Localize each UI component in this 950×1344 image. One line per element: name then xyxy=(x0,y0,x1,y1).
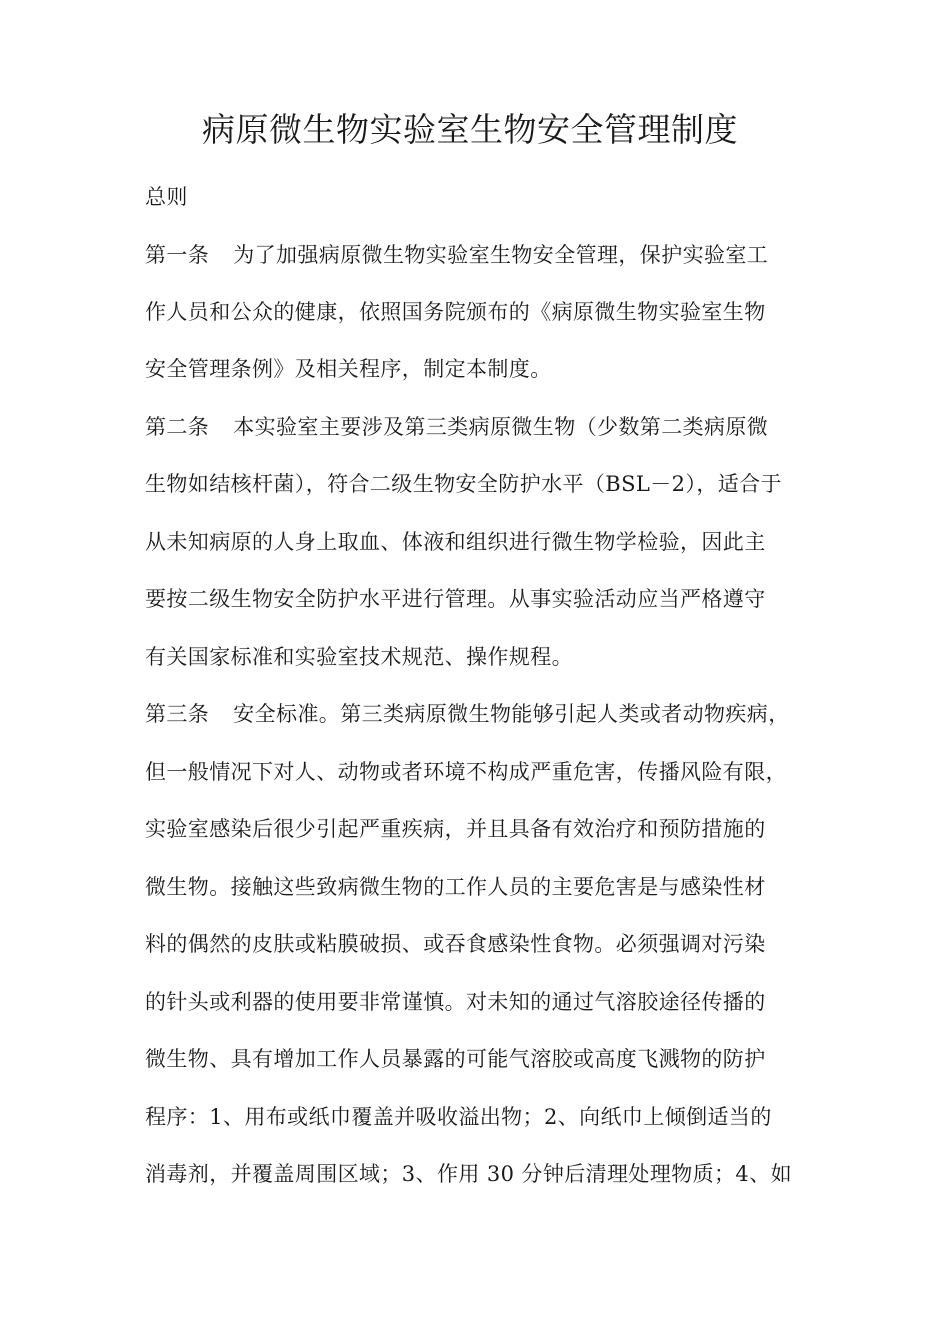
article-1-line-3: 安全管理条例》及相关程序，制定本制度。 xyxy=(145,357,552,381)
article-3-line-8: 程序：1、用布或纸巾覆盖并吸收溢出物；2、向纸巾上倾倒适当的 xyxy=(145,1105,772,1129)
article-3-line-1 xyxy=(145,699,790,729)
article-3-line-5: 料的偶然的皮肤或粘膜破损、或吞食感染性食物。必须强调对污染 xyxy=(145,932,766,956)
article-2-line-3: 从未知病原的人身上取血、体液和组织进行微生物学检验，因此主 xyxy=(145,530,766,554)
article-3-line-4: 微生物。接触这些致病微生物的工作人员的主要危害是与感染性材 xyxy=(145,875,766,899)
article-3-text: 安全标准。第三类病原微生物能够引起人类或者动物疾病， xyxy=(233,702,790,726)
article-3-line-7: 微生物、具有增加工作人员暴露的可能气溶胶或高度飞溅物的防护 xyxy=(145,1047,766,1071)
article-3-line-2: 但一般情况下对人、动物或者环境不构成严重危害，传播风险有限， xyxy=(145,760,787,784)
article-1-line-1 xyxy=(145,240,768,270)
article-3-line-9: 消毒剂，并覆盖周围区域；3、作用 30 分钟后清理处理物质；4、如 xyxy=(145,1162,792,1186)
article-3-label: 第三条 xyxy=(145,702,210,726)
article-1-text: 为了加强病原微生物实验室生物安全管理，保护实验室工 xyxy=(233,243,769,267)
article-3-line-3: 实验室感染后很少引起严重疾病，并且具备有效治疗和预防措施的 xyxy=(145,817,766,841)
article-2-line-4: 要按二级生物安全防护水平进行管理。从事实验活动应当严格遵守 xyxy=(145,587,766,611)
article-2-label: 第二条 xyxy=(145,415,210,439)
document-title: 病原微生物实验室生物安全管理制度 xyxy=(202,110,738,149)
article-1-label: 第一条 xyxy=(145,243,210,267)
article-2-text: 本实验室主要涉及第三类病原微生物（少数第二类病原微 xyxy=(233,415,769,439)
article-2-line-5: 有关国家标准和实验室技术规范、操作规程。 xyxy=(145,645,573,669)
article-2-line-1 xyxy=(145,412,768,442)
article-2-line-2: 生物如结核杆菌），符合二级生物安全防护水平（BSL－2），适合于 xyxy=(145,472,782,496)
article-1-line-2: 作人员和公众的健康，依照国务院颁布的《病原微生物实验室生物 xyxy=(145,300,766,324)
section-heading: 总则 xyxy=(145,185,188,209)
article-3-line-6: 的针头或利器的使用要非常谨慎。对未知的通过气溶胶途径传播的 xyxy=(145,990,766,1014)
